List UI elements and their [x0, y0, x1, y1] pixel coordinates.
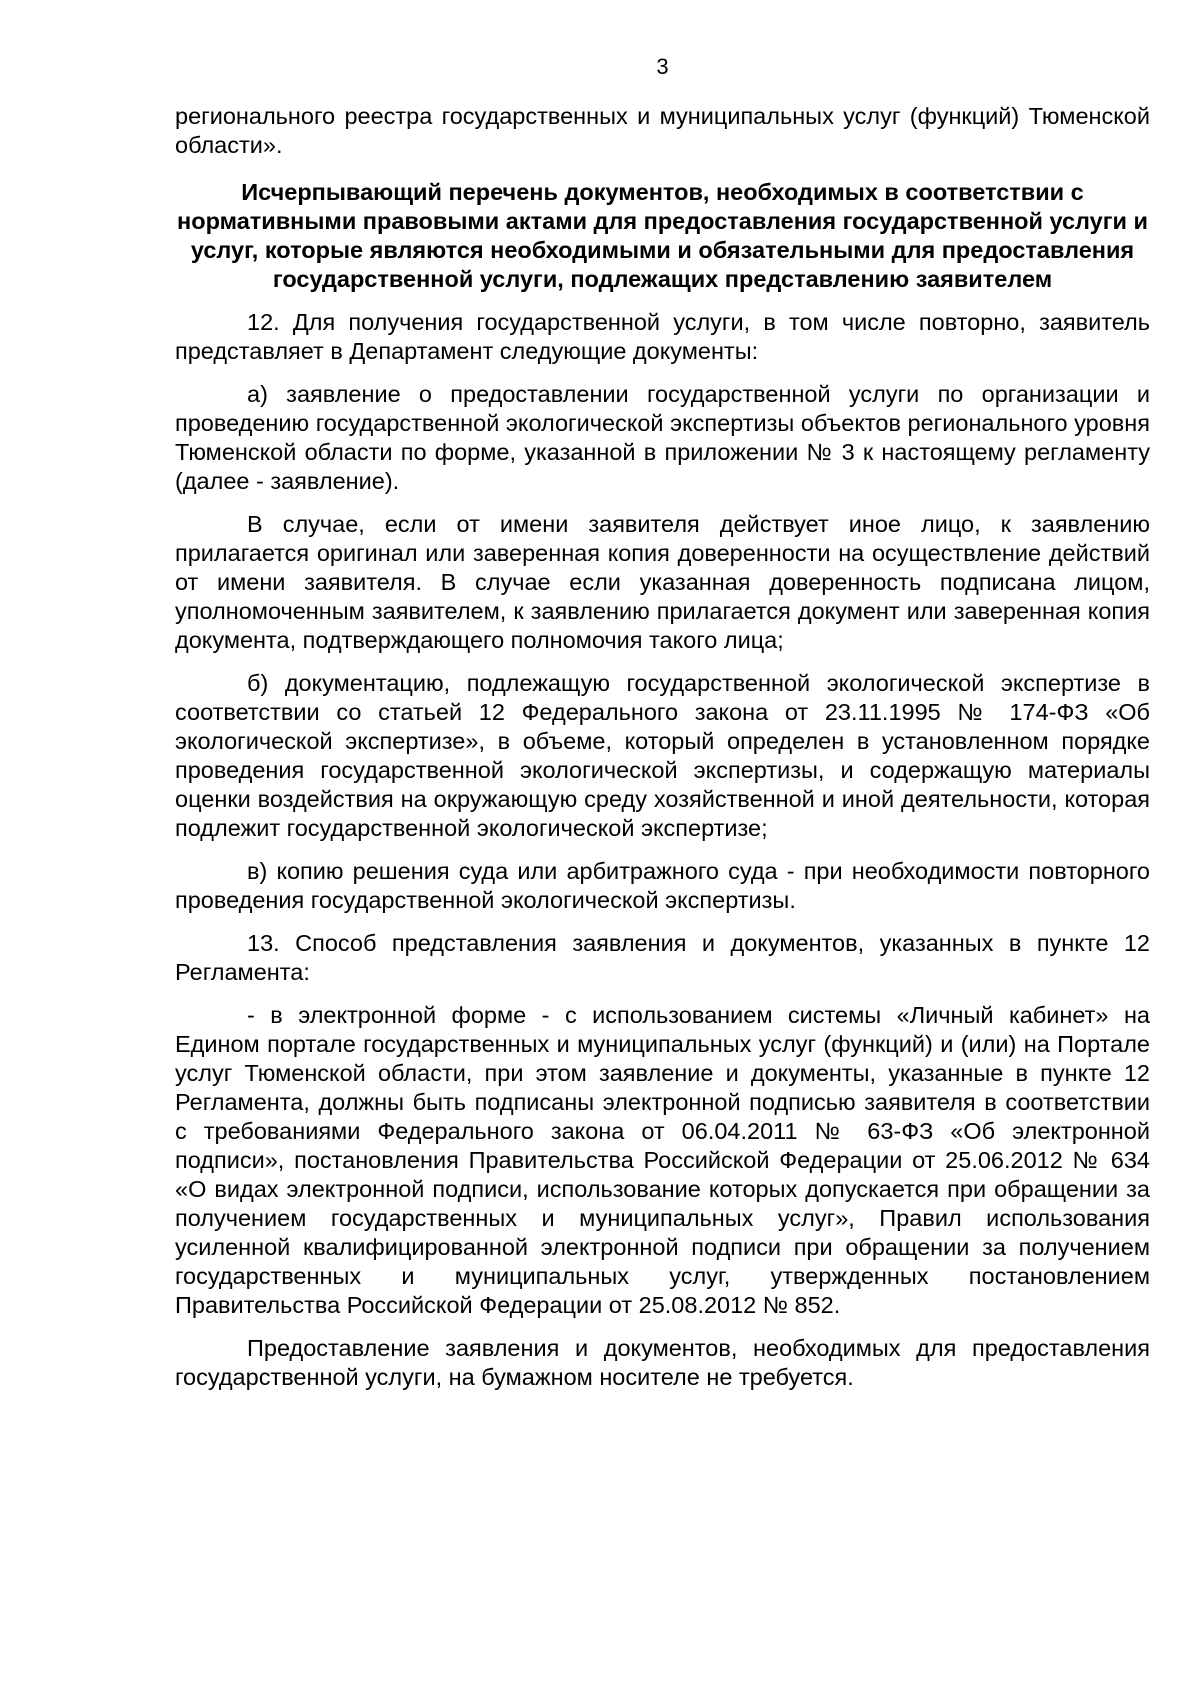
- document-page: [175, 52, 1150, 1392]
- paragraph-12: 12. Для получения государственной услуги, в том числе повторно, заявитель представляет в Департамент следующие документы:: [175, 309, 1150, 364]
- paragraph-13: 13. Способ представления заявления и документов, указанных в пункте 12 Регламента:: [175, 930, 1150, 985]
- paragraph-13b: Предоставление заявления и документов, необходимых для предоставления государственной услуги, на бумажном носителе не требуется.: [175, 1335, 1150, 1390]
- paragraph-12a-note: В случае, если от имени заявителя действует иное лицо, к заявлению прилагается оригинал или заверенная копия доверенности на осуществление действий от имени заявителя. В случае если указанная доверенность подписана лицом, уполномоченным заявителем, к заявлению прилагается документ или заверенная копия документа, подтверждающего полномочия такого лица;: [175, 511, 1150, 653]
- paragraph-12b: б) документацию, подлежащую государственной экологической экспертизе в соответствии со статьей 12 Федерального закона от 23.11.1995 № 174-ФЗ «Об экологической экспертизе», в объеме, который определен в установленном порядке проведения государственной экологической экспертизы, и содержащую материалы оценки воздействия на окружающую среду хозяйственной и иной деятельности, которая подлежит государственной экологической экспертизе;: [175, 670, 1150, 841]
- section-heading: Исчерпывающий перечень документов, необходимых в соответствии с нормативными правовыми актами для предоставления государственной услуги и услуг, которые являются необходимыми и обязательными для предоставления государственной услуги, подлежащих представлению заявителем: [177, 179, 1148, 292]
- paragraph-12a: а) заявление о предоставлении государственной услуги по организации и проведению государственной экологической экспертизы объектов регионального уровня Тюменской области по форме, указанной в приложении № 3 к настоящему регламенту (далее - заявление).: [175, 381, 1150, 494]
- paragraph-continuation: регионального реестра государственных и муниципальных услуг (функций) Тюменской области».: [175, 103, 1150, 158]
- paragraph-12c: в) копию решения суда или арбитражного суда - при необходимости повторного проведения государственной экологической экспертизы.: [175, 858, 1150, 913]
- paragraph-13a: - в электронной форме - с использованием системы «Личный кабинет» на Едином портале государственных и муниципальных услуг (функций) и (или) на Портале услуг Тюменской области, при этом заявление и документы, указанные в пункте 12 Регламента, должны быть подписаны электронной подписью заявителя в соответствии с требованиями Федерального закона от 06.04.2011 № 63-ФЗ «Об электронной подписи», постановления Правительства Российской Федерации от 25.06.2012 № 634 «О видах электронной подписи, использование которых допускается при обращении за получением государственных и муниципальных услуг», Правил использования усиленной квалифицированной электронной подписи при обращении за получением государственных и муниципальных услуг, утвержденных постановлением Правительства Российской Федерации от 25.08.2012 № 852.: [175, 1002, 1150, 1318]
- page-number: 3: [656, 54, 669, 79]
